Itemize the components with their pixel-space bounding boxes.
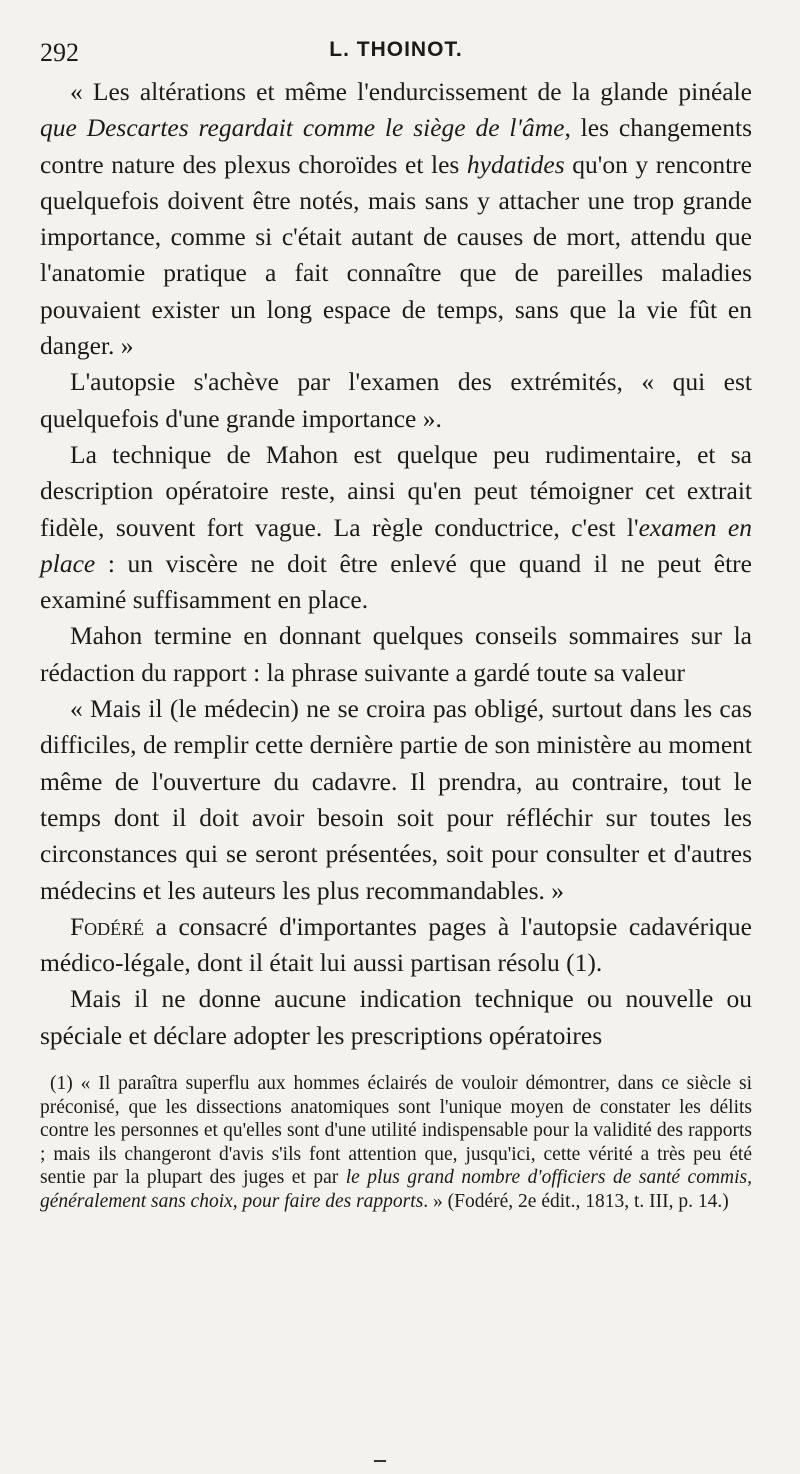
footnotes [40, 1072, 752, 1213]
page-number: 292 [40, 38, 79, 67]
paragraph-technique [40, 437, 752, 618]
italic-segment: que Descartes regardait comme le siège de l'âme [40, 113, 565, 143]
text-segment: « Mais il (le médecin) ne se croira pas obligé, surtout dans les cas difficiles, de remplir cette dernière partie de son ministère au moment même de l'ouverture du cadavre. Il prendra, au contraire, tout le temps dont il doit avoir besoin soit pour réfléchir sur toutes les circonstances qui se seront présentées, soit pour consulter et d'autres médecins et les auteurs les plus recommandables. » [40, 694, 752, 905]
text-segment: qu'on y rencontre quelquefois doivent être notés, mais sans y attacher une trop grande importance, comme si c'était autant de causes de mort, attendu que l'anatomie pratique a fait connaître que de pareilles maladies pouvaient exister un long espace de temps, sans que la vie fût en danger. » [40, 149, 752, 361]
running-head [40, 30, 752, 74]
text-segment: L'autopsie s'achève par l'examen des extrémités, « qui est quelquefois d'une grande importance ». [40, 367, 752, 433]
text-segment: Mahon termine en donnant quelques conseils sommaires sur la rédaction du rapport : la phrase suivante a gardé toute sa valeur [40, 621, 752, 687]
paragraph-quote-physician [40, 691, 752, 909]
small-caps-name: Fodéré [70, 911, 145, 941]
paragraph-prescriptions [40, 981, 752, 1054]
bottom-mark [374, 1460, 386, 1462]
italic-segment: hydatides [466, 149, 565, 179]
footnote-1 [40, 1072, 752, 1213]
text-segment: , les changements contre nature des plexus choroïdes et les [40, 113, 752, 179]
paragraph-extremities [40, 364, 752, 437]
paragraph-fodere [40, 909, 752, 982]
text-segment: La technique de Mahon est quelque peu rudimentaire, et sa description opératoire reste, ainsi qu'en peut témoigner cet extrait fidèle, souvent fort vague. La règle conductrice, c'est l' [40, 439, 752, 542]
paragraph-report-advice [40, 618, 752, 691]
running-title: L. THOINOT. [329, 38, 463, 61]
text-segment: Mais il ne donne aucune indication technique ou nouvelle ou spéciale et déclare adopter les prescriptions opératoires [40, 984, 752, 1050]
text-segment: « Les altérations et même l'endurcissement de la glande pinéale [70, 77, 752, 106]
italic-segment: le plus grand nombre d'officiers de santé commis, généralement sans choix, pour faire des rapports [40, 1167, 752, 1212]
text-segment: : un viscère ne doit être enlevé que quand il ne peut être examiné suffisamment en place. [40, 548, 752, 615]
text-segment: . » (Fodéré, 2e édit., 1813, t. III, p. 14.) [423, 1190, 729, 1212]
body-text [40, 74, 752, 1054]
paragraph-quote-pineal [40, 74, 752, 364]
italic-segment: examen en place [40, 512, 752, 578]
text-segment: (1) « Il paraîtra superflu aux hommes éclairés de vouloir démontrer, dans ce siècle si préconisé, que les dissections anatomiques sont l'unique moyen de constater les délits contre les personnes et qu'elles sont d'une utilité indispensable pour la validité des rapports ; mais ils changeront d'avis s'ils font attention que, jusqu'ici, cette vérité a très peu été sentie par la plupart des juges et par [40, 1073, 752, 1189]
text-segment: a consacré d'importantes pages à l'autopsie cadavérique médico-légale, dont il était lui aussi partisan résolu (1). [40, 911, 752, 978]
